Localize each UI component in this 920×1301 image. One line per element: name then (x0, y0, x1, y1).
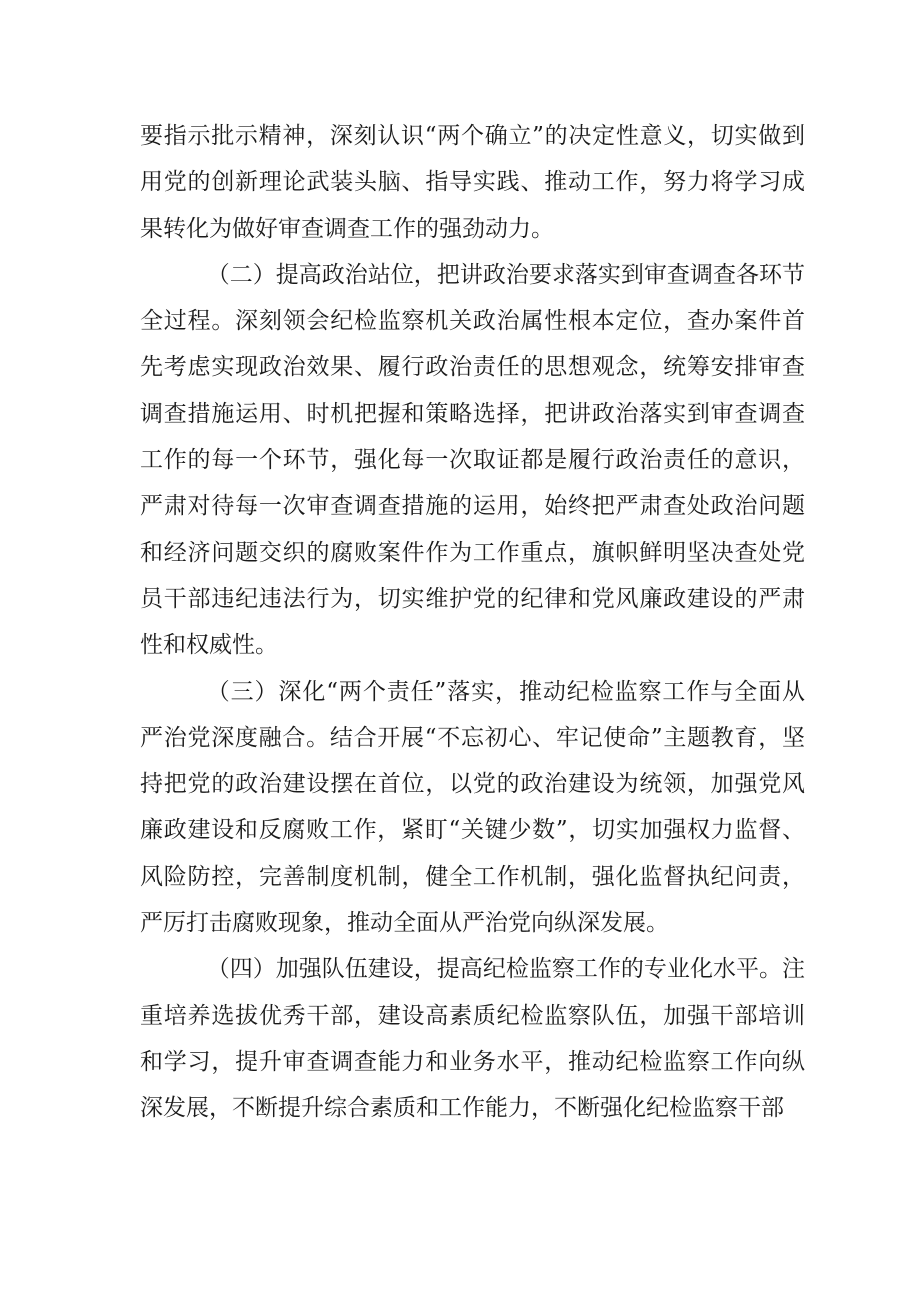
document-body (140, 113, 805, 1132)
paragraph-section-4: （四）加强队伍建设，提高纪检监察工作的专业化水平。注重培养选拔优秀干部，建设高素质纪检监察队伍，加强干部培训和学习，提升审查调查能力和业务水平，推动纪检监察工作向纵深发展，不断提升综合素质和工作能力，不断强化纪检监察干部 (140, 956, 805, 1122)
paragraph-section-2: （二）提高政治站位，把讲政治要求落实到审查调查各环节全过程。深刻领会纪检监察机关政治属性根本定位，查办案件首先考虑实现政治效果、履行政治责任的思想观念，统筹安排审查调查措施运用、时机把握和策略选择，把讲政治落实到审查调查工作的每一个环节，强化每一次取证都是履行政治责任的意识，严肃对待每一次审查调查措施的运用，始终把严肃查处政治问题和经济问题交织的腐败案件作为工作重点，旗帜鲜明坚决查处党员干部违纪违法行为，切实维护党的纪律和党风廉政建设的严肃性和权威性。 (140, 261, 805, 659)
paragraph-section-3: （三）深化“两个责任”落实，推动纪检监察工作与全面从严治党深度融合。结合开展“不忘初心、牢记使命”主题教育，坚持把党的政治建设摆在首位，以党的政治建设为统领，加强党风廉政建设和反腐败工作，紧盯“关键少数”，切实加强权力监督、风险防控，完善制度机制，健全工作机制，强化监督执纪问责，严厉打击腐败现象，推动全面从严治党向纵深发展。 (140, 678, 805, 937)
paragraph-continued: 要指示批示精神，深刻认识“两个确立”的决定性意义，切实做到用党的创新理论武装头脑、指导实践、推动工作，努力将学习成果转化为做好审查调查工作的强劲动力。 (140, 123, 805, 242)
